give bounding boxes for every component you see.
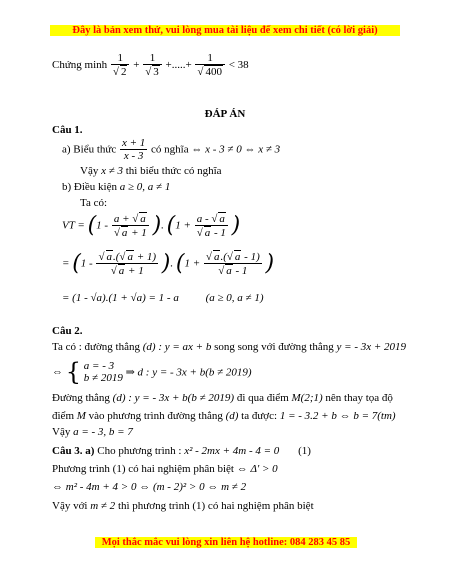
cau1-b-condition: a ≥ 0, a ≠ 1	[119, 181, 171, 193]
cau2-sys-1: a = - 3	[83, 360, 115, 372]
cau2-l4-d: (d)	[225, 410, 239, 422]
cau2-system	[84, 360, 123, 384]
cau2-l4-b: vào phương trình đường thẳng	[88, 410, 223, 422]
cau3-l4-m: m ≠ 2	[90, 500, 116, 512]
cau3-line1	[52, 445, 311, 457]
cau1-b-label: b)	[62, 181, 72, 193]
term-2: $\frac{1}{√ 3}$	[143, 52, 162, 78]
cau2-line5	[52, 426, 133, 438]
cau2-l1-d: (d) : y = ax + b	[142, 341, 212, 353]
cau2-l4-eq: 1 = - 3.2 + b ⇔ b = 7(tm)	[279, 410, 396, 422]
cau1-a-vay-tail: thì biểu thức có nghĩa	[125, 165, 222, 177]
cau3-line2	[52, 463, 278, 475]
cau2-l1-e: y = - 3x + 2019	[336, 341, 407, 353]
cau3-l4-a: Vậy với	[52, 500, 88, 512]
cau2-line3	[52, 392, 393, 404]
term-last: $\frac{1}{√ 400}$	[195, 52, 225, 78]
cau1-step2-line: = (1 - $\frac{√ a.(√ a + 1)}{√ a + 1}$ ). (1 + $\frac{√ a.(√ a - 1)}{√ a - 1}$ )	[62, 251, 275, 277]
cau2-system-line: ⇔ { a = - 3 b ≠ 2019 ⇒ d : y = - 3x + b(b ≠ 2019)	[52, 358, 252, 386]
cau2-line1	[52, 341, 406, 353]
cau1-a-line	[62, 137, 280, 162]
cau2-title: Câu 2.	[52, 325, 83, 337]
cau3-equation: x² - 2mx + 4m - 4 = 0	[184, 445, 280, 457]
cau3-l1: Cho phương trình :	[97, 445, 182, 457]
cau1-b-line	[62, 181, 170, 193]
cau1-ta-co: Ta có:	[80, 197, 108, 209]
cau1-a-label: a)	[62, 143, 71, 156]
hotline-banner: Mọi thắc mắc vui lòng xin liên hệ hotline: 084 283 45 85	[95, 537, 357, 548]
preview-banner: Đây là bản xem thử, vui lòng mua tài liệu để xem chi tiết (có lời giải)	[50, 25, 400, 36]
cau1-final-line	[62, 292, 263, 304]
cau3-l2: Phương trình (1) có hai nghiệm phân biệt	[52, 463, 234, 475]
cau1-a-vay-cond: x ≠ 3	[101, 165, 123, 177]
prove-label: Chứng minh	[52, 59, 108, 71]
cau3-l2-c: ⇔ Δ' > 0	[236, 463, 278, 475]
cau3-l4-b: thì phương trình (1) có hai nghiệm phân biệt	[117, 500, 314, 512]
cau3-eq-no: (1)	[298, 445, 311, 457]
cau1-a-conclusion	[80, 165, 222, 177]
answer-heading: ĐÁP ÁN	[204, 108, 246, 120]
cau1-a-condition: ⇔ x - 3 ≠ 0 ⇔ x ≠ 3	[191, 143, 281, 156]
cau3-line4	[52, 500, 314, 512]
cau1-a-text: Biểu thức	[73, 143, 117, 156]
cau1-a-meaning: có nghĩa	[151, 143, 189, 156]
cau1-b-text: Điều kiện	[73, 181, 117, 193]
cau2-l4-c: ta được:	[241, 410, 278, 422]
cau1-a-vay: Vậy	[80, 165, 99, 177]
cau2-l5-a: Vậy	[52, 426, 71, 438]
cau2-l1-b: song song với đường thẳng	[214, 341, 334, 353]
cau3-line3: ⇔ m² - 4m + 4 > 0 ⇔ (m - 2)² > 0 ⇔ m ≠ 2	[52, 481, 247, 493]
cau2-l1-a: Ta có : đường thẳng	[52, 341, 140, 353]
prove-statement: Chứng minh $\frac{1}{√ 2}$ + $\frac{1}{√ 3}$ +.....+ $\frac{1}{√ 400}$ < 38	[52, 52, 249, 78]
cau2-l3-a: Đường thẳng	[52, 392, 110, 404]
term-1: $\frac{1}{√ 2}$	[111, 52, 130, 78]
cau2-l4-a: điểm	[52, 410, 74, 422]
cau2-l4-m: M	[76, 410, 86, 422]
cau2-sys-2: b ≠ 2019	[83, 372, 123, 384]
cau2-l2-tail: ⇒ d : y = - 3x + b(b ≠ 2019)	[125, 366, 252, 379]
cau2-l3-m: M(2;1)	[291, 392, 323, 404]
cau1-final-cond: (a ≥ 0, a ≠ 1)	[205, 292, 264, 304]
cau1-title: Câu 1.	[52, 124, 83, 136]
cau2-l5-b: a = - 3, b = 7	[73, 426, 133, 438]
cau1-final-expr: = (1 - √a).(1 + √a) = 1 - a	[62, 292, 179, 304]
cau1-vt-line: VT = (1 - $\frac{a + √ a}{√ a + 1}$ ). (1 + $\frac{a - √ a}{√ a - 1}$ )	[62, 213, 241, 239]
cau1-a-fraction: $\frac{x + 1}{x - 3}$	[121, 137, 146, 162]
cau2-line4	[52, 410, 396, 422]
cau2-l3-c: nên thay tọa độ	[325, 392, 393, 404]
cau3-title: Câu 3. a)	[52, 445, 95, 457]
cau2-l3-d: (d) : y = - 3x + b(b ≠ 2019)	[112, 392, 235, 404]
cau2-l3-b: đi qua điểm	[236, 392, 289, 404]
